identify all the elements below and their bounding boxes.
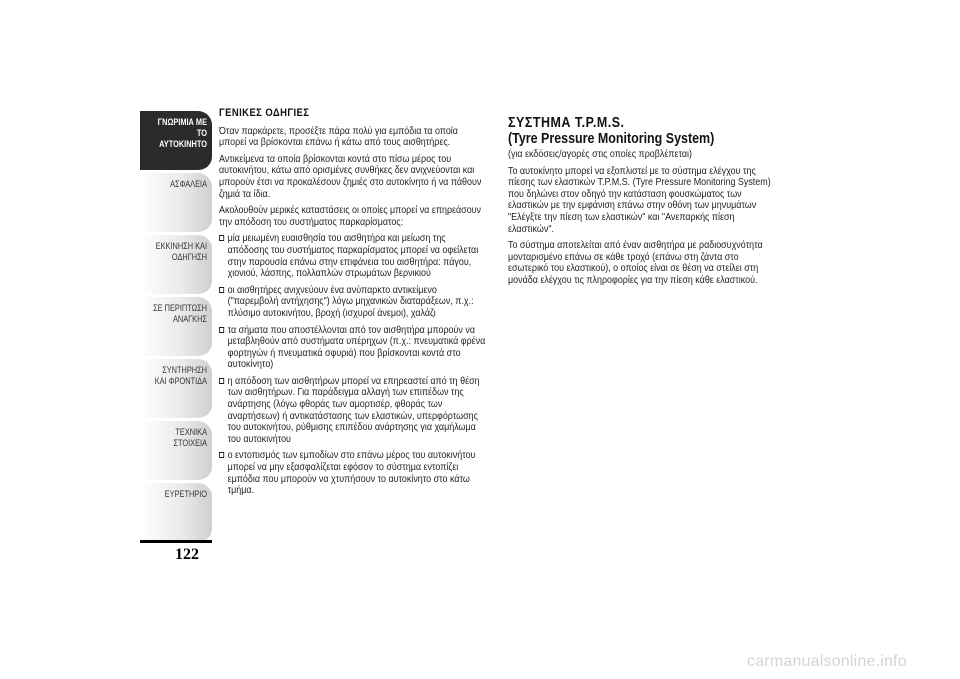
tab-label: ΕΚΚΙΝΗΣΗ ΚΑΙ ΟΔΗΓΗΣΗ <box>155 241 207 262</box>
paragraph: Αντικείμενα τα οποία βρίσκονται κοντά στο πίσω μέρος του αυτοκινήτου, κάτω από ορισμένες συνθήκες δεν ανιχνεύονται και μπορούν έτσι να προκαλέσουν ζημιές στο αυτοκίνητο ή να πάθουν ζημιά τα ίδια. <box>219 153 482 200</box>
tab-safety[interactable] <box>140 173 212 233</box>
tab-index[interactable] <box>140 483 212 543</box>
tab-label: ΕΥΡΕΤΗΡΙΟ <box>164 489 207 499</box>
checkbox-bullet-icon <box>219 452 224 458</box>
paragraph: Το σύστημα αποτελείται από έναν αισθητήρα με ραδιοσυχνότητα μονταρισμένο επάνω σε κάθε τροχό (επάνω στη ζάντα στο εσωτερικό του ελαστικού), ο οποίος είναι σε θέση να στείλει στη μονάδα ελέγχου τις πληροφορίες για την πίεση κάθε ελαστικού. <box>508 240 763 286</box>
checkbox-bullet-icon <box>219 327 224 333</box>
list-item-text: μία μειωμένη ευαισθησία του αισθητήρα και μείωση της απόδοσης του συστήματος παρκαρίσματος μπορεί να οφείλεται στην παρουσία επάνω στην επιφάνεια του αισθητήρα: πάγου, χιονιού, λάσπης, πολλαπλών στρωμάτων βερνικιού <box>227 233 479 280</box>
list-item <box>219 285 486 320</box>
section-heading: ΓΕΝΙΚΕΣ ΟΔΗΓΙΕΣ <box>219 107 310 119</box>
section-title: ΣΥΣΤΗΜΑ T.P.M.S. <box>508 115 625 131</box>
tab-label: ΓΝΩΡΙΜΙΑ ΜΕ ΤΟ ΑΥΤΟΚΙΝΗΤΟ <box>157 117 207 149</box>
page-number-text: 122 <box>175 546 199 563</box>
paragraph: Το αυτοκίνητο μπορεί να εξοπλιστεί με το σύστημα ελέγχου της πίεσης των ελαστικών T.P.M.S. (Tyre Pressure Monitoring System) που δηλώνει στον οδηγό την κατάσταση φουσκώματος των ελαστικών με την εμφάνιση επάνω στην οθόνη των μηνυμάτων "Ελέγξτε την πίεση των ελαστικών" και "Ανεπαρκής πίεση ελαστικών". <box>508 165 771 235</box>
section-title-subline: (Tyre Pressure Monitoring System) <box>508 131 715 147</box>
list-item <box>219 325 486 371</box>
section-subtitle: (για εκδόσεις/αγορές στις οποίες προβλέπεται) <box>508 149 693 160</box>
list-item-text: ο εντοπισμός των εμποδίων στο επάνω μέρος του αυτοκινήτου μπορεί να μην εξασφαλίζεται εφόσον το σύστημα εντοπίζει εμπόδια που μπορούν να χτυπήσουν το αυτοκίνητο στο κάτω τμήμα. <box>227 450 476 497</box>
section-sidebar <box>140 111 212 539</box>
tab-technical-data[interactable] <box>140 421 212 481</box>
list-item-text: οι αισθητήρες ανιχνεύουν ένα ανύπαρκτο αντικείμενο ("παρεμβολή αντήχησης") λόγω μηχανικών διαταράξεων, π.χ.: πλύσιμο αυτοκινήτου, βροχή (ισχυροί άνεμοι), χαλάζι <box>227 284 474 319</box>
paragraph: Όταν παρκάρετε, προσέξτε πάρα πολύ για εμπόδια τα οποία μπορεί να βρίσκονται επάνω ή κάτω από τους αισθητήρες. <box>219 125 458 149</box>
tab-starting-driving[interactable] <box>140 235 212 295</box>
tab-label: ΣΥΝΤΗΡΗΣΗ ΚΑΙ ΦΡΟΝΤΙΔΑ <box>154 365 207 386</box>
list-item <box>219 376 486 446</box>
tab-label: ΑΣΦΑΛΕΙΑ <box>170 179 207 189</box>
list-item <box>219 450 486 496</box>
tab-emergency[interactable] <box>140 297 212 357</box>
tab-label: ΤΕΧΝΙΚΑ ΣΤΟΙΧΕΙΑ <box>173 427 207 448</box>
watermark: carmanualsonline.info <box>747 653 907 670</box>
tab-getting-to-know[interactable] <box>140 111 212 171</box>
tab-label: ΣΕ ΠΕΡΙΠΤΩΣΗ ΑΝΑΓΚΗΣ <box>153 303 207 324</box>
list-item-text: η απόδοση των αισθητήρων μπορεί να επηρεαστεί από τη θέση των αισθητήρων. Για παράδειγμα αλλαγή των επιπέδων της ανάρτησης (λόγω φθοράς των αμορτισέρ, φθοράς των αναρτήσεων) ή αντικατάστασης των ελαστικών, υπερφόρτωσης του αυτοκινήτου, ρύθμισης επιπέδου ανάρτησης για χαμήλωμα του αυτοκινήτου <box>227 375 480 445</box>
tab-maintenance[interactable] <box>140 359 212 419</box>
checkbox-bullet-icon <box>219 287 224 293</box>
list-item-text: τα σήματα που αποστέλλονται από τον αισθητήρα μπορούν να μεταβληθούν από συστήματα υπέρηχων (π.χ.: πνευματικά φρένα φορτηγών ή πνευματικά σφυριά) που βρίσκονται κοντά στο αυτοκίνητο) <box>227 324 486 371</box>
list-item <box>219 233 486 279</box>
page-number-rule <box>140 540 212 543</box>
right-column <box>508 116 780 292</box>
paragraph: Ακολουθούν μερικές καταστάσεις οι οποίες μπορεί να επηρεάσουν την απόδοση του συστήματος παρκαρίσματος: <box>219 205 482 228</box>
page-number <box>140 544 212 566</box>
checkbox-bullet-icon <box>219 235 224 241</box>
checkbox-bullet-icon <box>219 378 224 384</box>
left-column <box>219 108 491 502</box>
